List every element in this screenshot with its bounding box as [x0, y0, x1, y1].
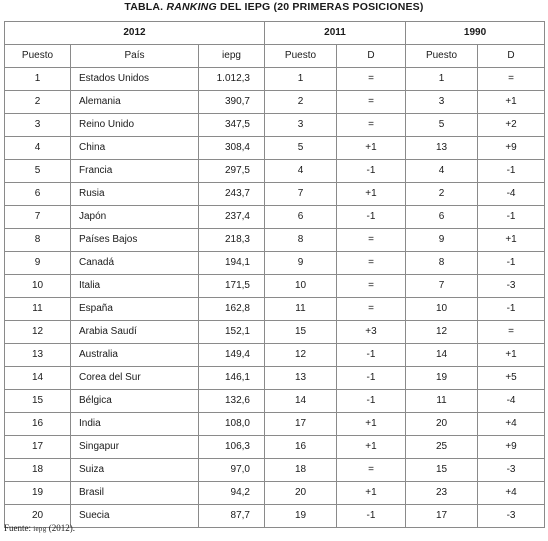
rank-2012-cell: 9 [5, 252, 71, 275]
delta-2011-cell: +1 [337, 183, 406, 206]
ranking-table [4, 21, 545, 528]
table-row [5, 413, 545, 436]
country-cell: Rusia [71, 183, 199, 206]
table-row [5, 137, 545, 160]
delta-2011-cell: -1 [337, 390, 406, 413]
rank-2011-cell: 5 [265, 137, 337, 160]
rank-1990-cell: 17 [406, 505, 478, 528]
rank-1990-cell: 14 [406, 344, 478, 367]
table-row [5, 436, 545, 459]
delta-2011-cell: +3 [337, 321, 406, 344]
delta-1990-cell: +4 [478, 482, 545, 505]
country-cell: Corea del Sur [71, 367, 199, 390]
iepg-value-cell: 106,3 [199, 436, 265, 459]
delta-2011-cell: = [337, 298, 406, 321]
table-row [5, 367, 545, 390]
delta-2011-cell: = [337, 229, 406, 252]
rank-1990-cell: 6 [406, 206, 478, 229]
country-cell: Canadá [71, 252, 199, 275]
country-cell: Suecia [71, 505, 199, 528]
rank-1990-cell: 9 [406, 229, 478, 252]
iepg-value-cell: 94,2 [199, 482, 265, 505]
group-header-2011: 2011 [265, 22, 406, 45]
delta-2011-cell: +1 [337, 413, 406, 436]
delta-2011-cell: -1 [337, 505, 406, 528]
rank-2012-cell: 11 [5, 298, 71, 321]
table-row [5, 482, 545, 505]
iepg-value-cell: 297,5 [199, 160, 265, 183]
table-row [5, 183, 545, 206]
iepg-value-cell: 194,1 [199, 252, 265, 275]
country-cell: Arabia Saudí [71, 321, 199, 344]
rank-1990-cell: 12 [406, 321, 478, 344]
rank-2011-cell: 20 [265, 482, 337, 505]
country-cell: Países Bajos [71, 229, 199, 252]
rank-2011-cell: 9 [265, 252, 337, 275]
iepg-value-cell: 218,3 [199, 229, 265, 252]
column-header: D [478, 45, 545, 68]
iepg-value-cell: 146,1 [199, 367, 265, 390]
delta-1990-cell: +9 [478, 436, 545, 459]
delta-1990-cell: +1 [478, 91, 545, 114]
rank-1990-cell: 13 [406, 137, 478, 160]
delta-1990-cell: -4 [478, 390, 545, 413]
delta-2011-cell: = [337, 68, 406, 91]
delta-1990-cell: +5 [478, 367, 545, 390]
title-italic: RANKING [166, 1, 217, 13]
country-cell: Bélgica [71, 390, 199, 413]
delta-1990-cell: +1 [478, 229, 545, 252]
source-org: iepg [33, 525, 47, 533]
group-header-2012: 2012 [5, 22, 265, 45]
delta-1990-cell: -1 [478, 298, 545, 321]
rank-1990-cell: 10 [406, 298, 478, 321]
rank-1990-cell: 1 [406, 68, 478, 91]
delta-2011-cell: = [337, 114, 406, 137]
rank-2012-cell: 6 [5, 183, 71, 206]
rank-2011-cell: 19 [265, 505, 337, 528]
table-row [5, 68, 545, 91]
rank-1990-cell: 2 [406, 183, 478, 206]
rank-1990-cell: 7 [406, 275, 478, 298]
iepg-value-cell: 152,1 [199, 321, 265, 344]
rank-2012-cell: 7 [5, 206, 71, 229]
table-row [5, 160, 545, 183]
country-cell: Japón [71, 206, 199, 229]
iepg-value-cell: 132,6 [199, 390, 265, 413]
rank-2012-cell: 18 [5, 459, 71, 482]
rank-2011-cell: 4 [265, 160, 337, 183]
column-header: Puesto [406, 45, 478, 68]
table-row [5, 344, 545, 367]
delta-1990-cell: +2 [478, 114, 545, 137]
rank-2012-cell: 16 [5, 413, 71, 436]
delta-1990-cell: +1 [478, 344, 545, 367]
delta-2011-cell: = [337, 252, 406, 275]
rank-2012-cell: 17 [5, 436, 71, 459]
rank-2011-cell: 6 [265, 206, 337, 229]
delta-2011-cell: +1 [337, 482, 406, 505]
delta-1990-cell: -3 [478, 275, 545, 298]
country-cell: España [71, 298, 199, 321]
rank-1990-cell: 5 [406, 114, 478, 137]
iepg-value-cell: 243,7 [199, 183, 265, 206]
country-cell: Australia [71, 344, 199, 367]
table-row [5, 275, 545, 298]
delta-2011-cell: -1 [337, 367, 406, 390]
rank-1990-cell: 15 [406, 459, 478, 482]
delta-1990-cell: +4 [478, 413, 545, 436]
delta-1990-cell: -4 [478, 183, 545, 206]
table-row [5, 91, 545, 114]
rank-2011-cell: 1 [265, 68, 337, 91]
rank-2012-cell: 1 [5, 68, 71, 91]
delta-2011-cell: -1 [337, 206, 406, 229]
table-body [5, 68, 545, 528]
table-row [5, 390, 545, 413]
rank-1990-cell: 23 [406, 482, 478, 505]
table-row [5, 298, 545, 321]
rank-1990-cell: 25 [406, 436, 478, 459]
delta-2011-cell: -1 [337, 160, 406, 183]
group-header-row [5, 22, 545, 45]
rank-2012-cell: 5 [5, 160, 71, 183]
iepg-value-cell: 308,4 [199, 137, 265, 160]
country-cell: Brasil [71, 482, 199, 505]
rank-2012-cell: 4 [5, 137, 71, 160]
iepg-value-cell: 237,4 [199, 206, 265, 229]
country-cell: Italia [71, 275, 199, 298]
delta-1990-cell: -1 [478, 206, 545, 229]
country-cell: Singapur [71, 436, 199, 459]
iepg-value-cell: 162,8 [199, 298, 265, 321]
title-rest: DEL IEPG (20 PRIMERAS POSICIONES) [219, 1, 424, 13]
rank-2011-cell: 10 [265, 275, 337, 298]
table-row [5, 229, 545, 252]
country-cell: Francia [71, 160, 199, 183]
column-header: Puesto [265, 45, 337, 68]
rank-2011-cell: 18 [265, 459, 337, 482]
delta-2011-cell: = [337, 459, 406, 482]
country-cell: Suiza [71, 459, 199, 482]
delta-1990-cell: -1 [478, 252, 545, 275]
table-row [5, 459, 545, 482]
rank-1990-cell: 8 [406, 252, 478, 275]
column-header-row [5, 45, 545, 68]
table-row [5, 114, 545, 137]
rank-2012-cell: 15 [5, 390, 71, 413]
rank-2012-cell: 13 [5, 344, 71, 367]
iepg-value-cell: 390,7 [199, 91, 265, 114]
delta-1990-cell: -1 [478, 160, 545, 183]
iepg-value-cell: 97,0 [199, 459, 265, 482]
rank-2011-cell: 15 [265, 321, 337, 344]
delta-2011-cell: +1 [337, 137, 406, 160]
rank-1990-cell: 19 [406, 367, 478, 390]
country-cell: China [71, 137, 199, 160]
title-prefix: TABLA. [124, 1, 164, 13]
table-row [5, 252, 545, 275]
country-cell: India [71, 413, 199, 436]
rank-2012-cell: 20 [5, 505, 71, 528]
country-cell: Estados Unidos [71, 68, 199, 91]
rank-2012-cell: 3 [5, 114, 71, 137]
rank-2011-cell: 3 [265, 114, 337, 137]
rank-2011-cell: 12 [265, 344, 337, 367]
rank-2011-cell: 2 [265, 91, 337, 114]
group-header-1990: 1990 [406, 22, 545, 45]
country-cell: Alemania [71, 91, 199, 114]
iepg-value-cell: 171,5 [199, 275, 265, 298]
iepg-value-cell: 347,5 [199, 114, 265, 137]
rank-2011-cell: 8 [265, 229, 337, 252]
table-row [5, 206, 545, 229]
country-cell: Reino Unido [71, 114, 199, 137]
delta-1990-cell: +9 [478, 137, 545, 160]
rank-2012-cell: 14 [5, 367, 71, 390]
delta-1990-cell: = [478, 68, 545, 91]
rank-1990-cell: 4 [406, 160, 478, 183]
column-header: Puesto [5, 45, 71, 68]
iepg-value-cell: 149,4 [199, 344, 265, 367]
column-header: País [71, 45, 199, 68]
rank-2012-cell: 10 [5, 275, 71, 298]
rank-2011-cell: 11 [265, 298, 337, 321]
delta-2011-cell: +1 [337, 436, 406, 459]
delta-1990-cell: -3 [478, 459, 545, 482]
table-row [5, 505, 545, 528]
delta-2011-cell: = [337, 91, 406, 114]
column-header: D [337, 45, 406, 68]
source-note [4, 523, 75, 533]
rank-2011-cell: 16 [265, 436, 337, 459]
rank-2011-cell: 17 [265, 413, 337, 436]
rank-2011-cell: 14 [265, 390, 337, 413]
rank-2011-cell: 13 [265, 367, 337, 390]
rank-1990-cell: 11 [406, 390, 478, 413]
rank-2012-cell: 2 [5, 91, 71, 114]
source-year: (2012). [48, 523, 76, 533]
rank-2012-cell: 8 [5, 229, 71, 252]
table-row [5, 321, 545, 344]
source-label: Fuente: [4, 523, 31, 533]
rank-2012-cell: 19 [5, 482, 71, 505]
delta-2011-cell: -1 [337, 344, 406, 367]
column-header: iepg [199, 45, 265, 68]
iepg-value-cell: 1.012,3 [199, 68, 265, 91]
delta-2011-cell: = [337, 275, 406, 298]
rank-2012-cell: 12 [5, 321, 71, 344]
rank-1990-cell: 20 [406, 413, 478, 436]
delta-1990-cell: = [478, 321, 545, 344]
rank-1990-cell: 3 [406, 91, 478, 114]
iepg-value-cell: 108,0 [199, 413, 265, 436]
rank-2011-cell: 7 [265, 183, 337, 206]
table-title [0, 0, 548, 18]
iepg-value-cell: 87,7 [199, 505, 265, 528]
delta-1990-cell: -3 [478, 505, 545, 528]
